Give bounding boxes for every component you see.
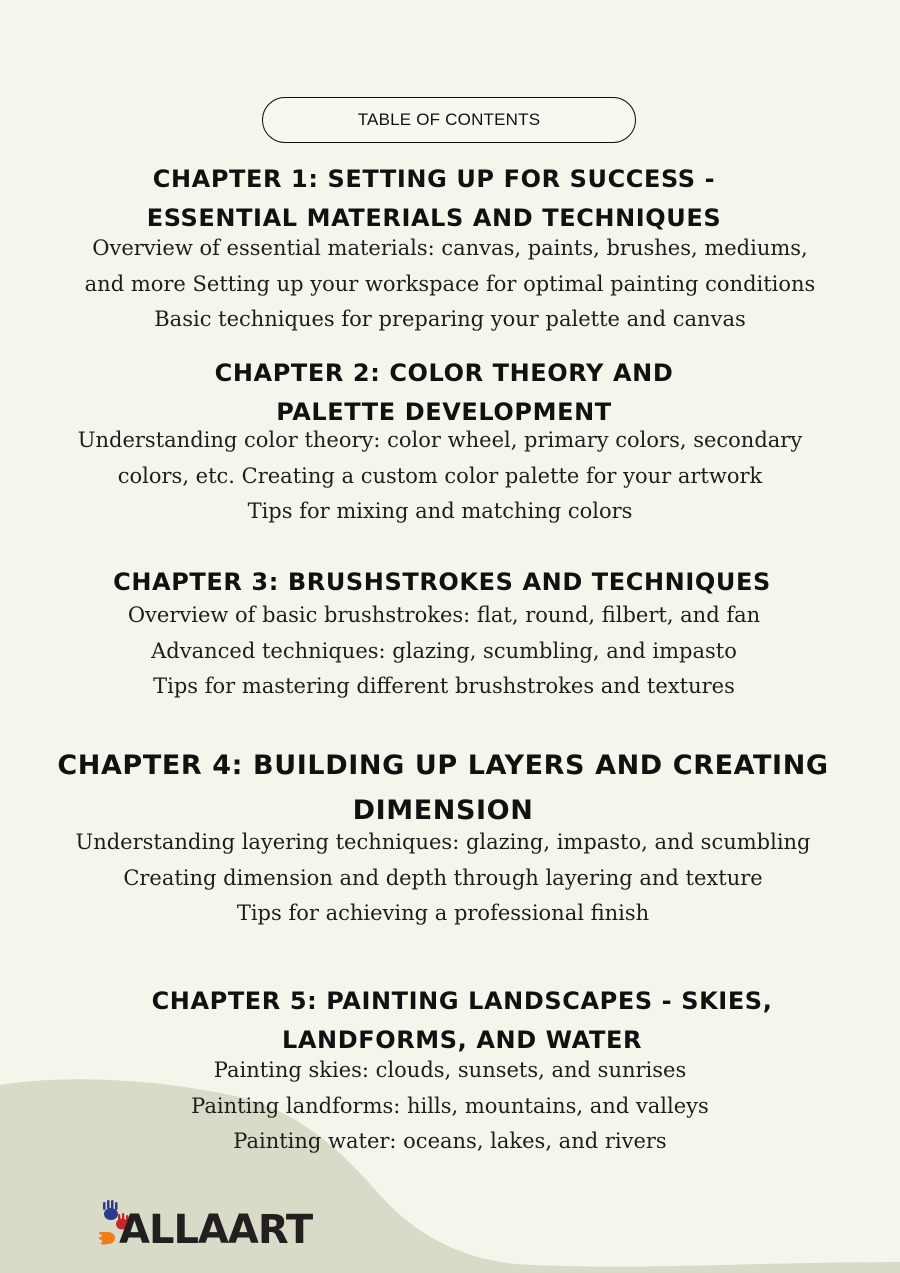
chapter-2-title: CHAPTER 2: COLOR THEORY AND PALETTE DEVELOPMENT [214, 359, 674, 426]
chapter-5-description: Painting skies: clouds, sunsets, and sunrises Painting landforms: hills, mountains, and valleys Painting water: oceans, lakes, and rivers [191, 1058, 709, 1153]
chapter-3-description: Overview of basic brushstrokes: flat, round, filbert, and fan Advanced techniques: glazing, scumbling, and impasto Tips for mastering different brushstrokes and textures [127, 603, 761, 698]
chapter-1-description: Overview of essential materials: canvas, paints, brushes, mediums, and more Setting up your workspace for optimal painting conditions Basic techniques for preparing your palette and canvas [84, 236, 816, 331]
chapter-4-description: Understanding layering techniques: glazing, impasto, and scumbling Creating dimension and depth through layering and texture Tips for achieving a professional finish [75, 830, 811, 925]
allaart-logo [97, 1200, 313, 1260]
chapter-5-title: CHAPTER 5: PAINTING LANDSCAPES - SKIES, LANDFORMS, AND WATER [151, 987, 773, 1054]
chapter-1-title: CHAPTER 1: SETTING UP FOR SUCCESS - ESSENTIAL MATERIALS AND TECHNIQUES [146, 165, 722, 232]
chapter-4-title: CHAPTER 4: BUILDING UP LAYERS AND CREATING DIMENSION [57, 750, 829, 826]
chapter-2-description: Understanding color theory: color wheel, primary colors, secondary colors, etc. Creating a custom color palette for your artwork Tips for mixing and matching colors [77, 428, 803, 523]
logo-text: ALLAART [119, 1207, 313, 1253]
chapter-3-title: CHAPTER 3: BRUSHSTROKES AND TECHNIQUES [113, 568, 771, 596]
table-of-contents-label: TABLE OF CONTENTS [262, 97, 636, 143]
